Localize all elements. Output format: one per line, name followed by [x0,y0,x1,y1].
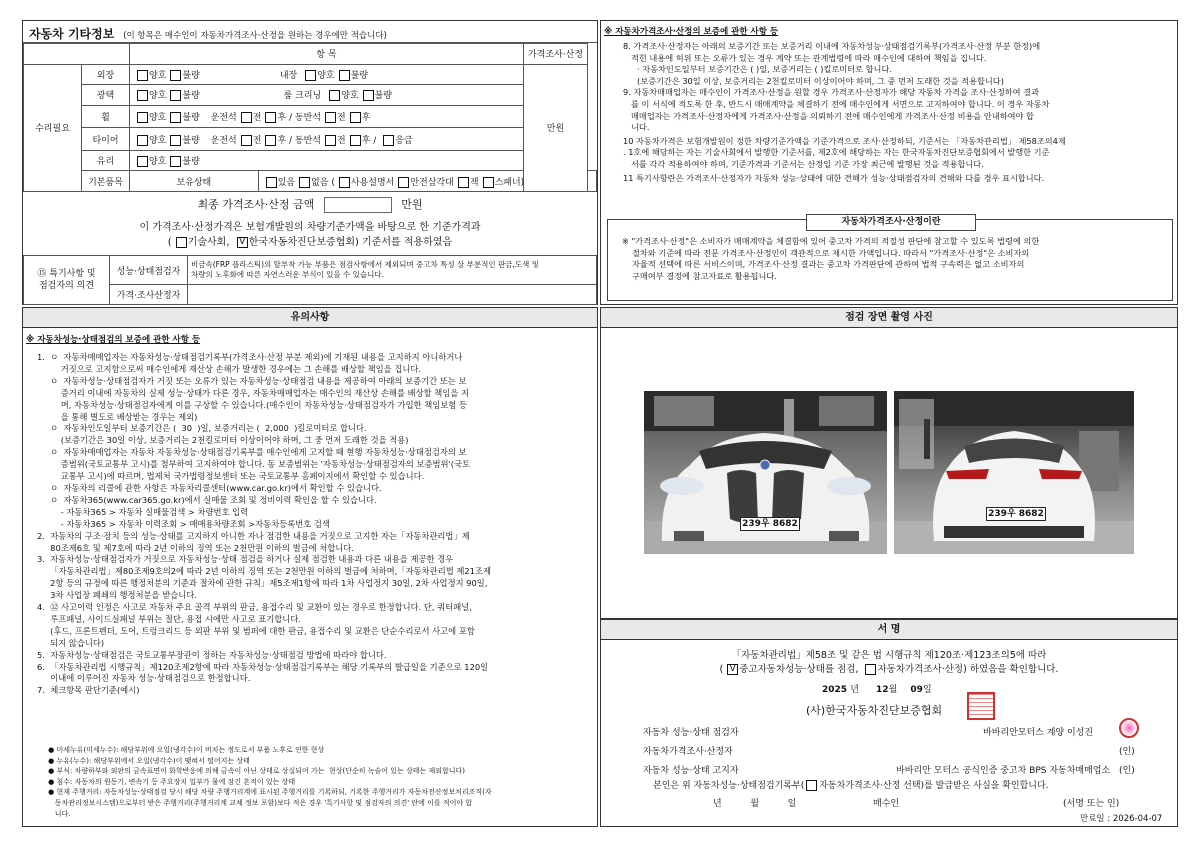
caution-line: 되지 않습니다) [37,637,105,648]
manual-label: 사용설명서 [350,177,395,188]
note-9-line1: 9. 자동차매매업자는 매수인이 가격조사·산정을 원할 경우 가격조사·산정자가 해당 자동차 가격을 조사·산정하여 결과 [623,87,1039,98]
tire-driver-front-checkbox[interactable] [241,135,252,146]
col-item-header: 항 목 [316,50,337,61]
other-info-subtitle: (이 항목은 매수인이 자동차가격조사·산정을 원하는 경우에만 적습니다) [123,31,387,41]
criteria-line: ● 미세누유(미세누수): 해당부위에 오일(냉각수)이 비치는 정도로서 부품 노후로 인한 현상 [37,746,325,754]
note-9-line4: 니다. [631,122,650,133]
inspector-opinion-line1: 비금속(FRP 플라스틱)의 탈부착 가능 부품은 점검사항에서 제외되며 중고차 특성 상 부분적인 판금,도색 및 [191,260,539,270]
ok-label: 양호 [149,112,167,123]
pricer-label: 자동차가격조사·산정자 [643,747,733,757]
other-info-section [22,20,598,305]
caution-line: 80조제6호 및 제7호에 따라 2년 이하의 징역 또는 2천만원 이하의 벌금에 처합니다. [37,542,354,553]
buyer-date: 년 월 일 [713,799,797,809]
caution-line: - 자동차365 > 자동차 이력조회 > 매매용차량조회 >자동차등록번호 검색 [37,518,330,529]
rear-car-svg [894,391,1134,554]
bad-label: 불량 [374,91,393,102]
rear-label: 후 [361,112,371,123]
passenger-label: 동반석 [294,112,322,123]
row-gloss-label: 광택 [96,91,115,102]
criteria-body [37,745,595,819]
note-8-line4: (보증기간은 30일 이상, 보증거리는 2천킬로미터 이상이어야 하며, 그 중 먼저 도래한 것을 적용합니다) [637,75,1004,86]
standard-text: 이 가격조사·산정가격은 보험개발원의 차량기준가액을 바탕으로 한 기준가격과 [139,222,481,233]
front-label: 전 [252,112,262,123]
inspector-seal-icon [1119,718,1139,738]
signature-title: 서 명 [601,620,1177,640]
def-line1: ※ "가격조사·산정"은 소비자가 매매계약을 체결함에 있어 중고차 가격의 적절성 판단에 참고할 수 있도록 법령에 의한 [622,236,1040,246]
caution-heading: ※ 자동차성능·상태점검의 보증에 관한 사항 등 [26,335,201,345]
front-label: 전 [252,135,262,146]
gloss-ok-checkbox[interactable] [137,90,148,101]
sign-year: 2025 [822,685,848,695]
note-9-line3: 매매업자는 가격조사·산정자에게 가격조사·산정을 의뢰하기 전에 매수인에게 가격조사·산정 비용을 안내하여야 합 [631,110,1034,121]
rear-photo [894,391,1134,554]
front-label: 전 [337,135,346,146]
owned-has-checkbox[interactable] [266,177,277,188]
rear-label: 후 [277,135,287,146]
criteria-line: ● 누유(누수): 해당부위에서 오일(냉각수)이 맺혀서 떨어지는 상태 [37,756,250,765]
std-assoc-label: 한국자동차진단보증협회) 기준서를 적용하였음 [248,237,453,248]
note-10-line3: 서를 각각 적용하여야 하며, 기준가격과 기준서는 산정일 기준 가장 최근에 발행된 것을 적용합니다. [631,158,984,169]
caution-line: (보증기간은 30일 이상, 보증거리는 2천킬로미터 이상이어야 하며, 그 중 먼저 도래한 것을 적용) [37,435,409,446]
caution-section [22,307,598,827]
price-definition-box [607,219,1173,301]
final-price-input[interactable] [324,197,392,213]
caution-line: 2항 등의 규정에 따른 행정처분의 기준과 절차에 관한 규칙」제5조제1항에 따라 1차 사업정지 30일, 2차 사업정지 90일, [37,578,488,589]
caution-line: 증범위(국토교통부 고시)를 첨부하여 고지하여야 합니다. 동 보증범위는 '자동차성능·상태점검자의 보증범위'(국토 [37,459,471,470]
front-license-plate: 239우 8682 [740,517,800,531]
caution-line: ㅇ 자동차인도일부터 보증기간은 ( 30 )일, 보증거리는 ( 2,000 )킬로미터로 합니다. [37,423,367,434]
front-label: 전 [337,112,346,123]
caution-line: 증거리 이내에 자동차의 실제 성능·상태가 다른 경우, 자동차매매업자는 매수인의 재산상 손해를 배상할 책임을 지 [37,387,469,398]
sign-organization: (사)한국자동차진단보증협회 [806,704,943,717]
ok-label: 양호 [149,157,167,168]
wheel-pass-rear-checkbox[interactable] [350,112,361,123]
caution-body [37,352,595,697]
sign-performance-label: 중고자동차성능·상태를 점검, [739,664,859,675]
sign-day-unit: 일 [922,685,932,695]
final-price-unit: 만원 [401,198,423,211]
wheel-driver-front-checkbox[interactable] [241,112,252,123]
receipt-text-2: 자동차가격조사·산정 선택)를 발급받은 사실을 확인합니다. [819,781,1049,791]
def-line3: 자율적 선택에 따른 서비스이며, 가격조사·산정 결과는 중고차 가격판단에 관하여 법적 구속력은 없고 소비자의 [632,259,1025,270]
emergency-label: 응급 [395,135,413,146]
caution-line: 거짓으로 고지함으로써 매수인에게 재산상 손해가 발생한 경우에는 그 손해를 배상할 책임을 집니다. [37,363,421,374]
repair-table: 항 목 가격조사·산정 수리필요 외장 양호 불량 내장 양호 불량 만원 광택 양호 불량 룸 크리닝 양호 불량 휠 양호 불량 운전석 전 후 / 동반석 전 후 타이어 양호 불량 운전석 전 후 / 동반석 전 후 / 응급 유리 양호 불량 기본품목 보유상태 있음 없음 ( 사용설명서 안전삼각대 잭 스패너) [23,43,597,192]
spanner-label: 스패너 [494,177,521,188]
rear-label: 후 [361,135,371,146]
exterior-bad-checkbox[interactable] [170,70,181,81]
receipt-line [653,778,1049,791]
ok-label: 양호 [149,135,167,146]
note-8-line3: · 자동차인도일부터 보증기간은 ( )일, 보증거리는 ( )킬로미터로 합니다. [637,64,892,75]
sign-date [822,682,932,695]
driver-label: 운전석 [210,112,237,123]
sign-month-unit: 월 [888,685,898,695]
caution-line: 7. 체크항목 판단기준(예시) [37,685,140,696]
sign-statement-line2: ( V 중고자동차성능·상태를 점검, 자동차가격조사·산정) 하였음을 확인합니다. [719,664,1059,675]
caution-line: ㅇ 자동차365(www.car365.go.kr)에서 실매물 조회 및 정비이력 확인을 할 수 있습니다. [37,494,377,505]
inspector-value: 바바리안모터스 계양 이성진 [983,728,1094,738]
gloss-bad-checkbox[interactable] [170,90,181,101]
receipt-text: 본인은 위 자동차성능·상태점검기록부( [653,781,805,791]
spanner-checkbox[interactable] [483,177,494,188]
buyer-label: 매수인 [873,799,900,809]
notifier-value: 바바리안 모터스 공식인증 중고차 BPS 자동차매매업소 [896,766,1111,776]
standard-line: 이 가격조사·산정가격은 보험개발원의 차량기준가액을 바탕으로 한 기준가격과 ( 기술사회, V 한국자동차진단보증협회) 기준서를 적용하였음 [23,220,597,250]
caution-line: - 자동차365 > 자동차 실매물검색 > 차량번호 입력 [37,506,249,517]
col-price-header: 가격조사·산정 [527,50,583,61]
sign-day: 09 [910,685,923,695]
pricer-opinion-field[interactable] [188,285,597,305]
triangle-label: 안전삼각대 [410,177,454,188]
std-tech-label: 기술사회, [187,237,230,248]
caution-line: 6. 「자동차관리법 시행규칙」제120조제2항에 따라 자동차성능·상태점검기록부는 해당 기록부의 발급일을 기준으로 120일 [37,661,489,672]
ok-label: 양호 [149,70,167,81]
driver-label: 운전석 [210,135,237,146]
expiry-date: 만료일 : 2026-04-07 [1080,814,1163,824]
tire-ok-checkbox[interactable] [137,135,148,146]
tire-pass-rear-checkbox[interactable] [350,135,361,146]
rear-license-plate: 239우 8682 [986,507,1046,521]
def-line4: 구매여부 결정에 참고자료로 활용됩니다. [632,270,777,281]
passenger-label: 동반석 [294,135,322,146]
jack-checkbox[interactable] [458,177,469,188]
has-label: 있음 [277,177,296,188]
note-11-line1: 11 특기사항란은 가격조사·산정자가 자동차 성능·상태에 대한 견해가 성능·상태점검자의 견해와 다를 경우 표시합니다. [623,172,1045,183]
wheel-ok-checkbox[interactable] [137,112,148,123]
receipt-checkbox[interactable] [806,780,817,791]
caution-line: 을 통해 별도로 배상받는 경우는 제외) [37,411,198,422]
triangle-checkbox[interactable] [398,177,409,188]
exterior-ok-checkbox[interactable] [137,70,148,81]
note-9-line2: 를 이 서식에 적도록 한 후, 반드시 매매계약을 체결하기 전에 매수인에게 서면으로 고지하여야 합니다. 이 경우 자동차 [631,98,1050,109]
note-8-line1: 8. 가격조사·산정자는 아래의 보증기간 또는 보증거리 이내에 자동차성능·상태점검기록부(가격조사·산정 부분 한정)에 [623,41,1041,51]
none-label: 없음 [311,177,329,188]
price-guarantee-section [600,20,1178,305]
wheel-pass-front-checkbox[interactable] [325,112,336,123]
sign-performance-checkbox[interactable]: V [727,664,738,675]
glass-ok-checkbox[interactable] [137,156,148,167]
caution-line: 며, 자동차성능·상태점검자에게 이를 구상할 수 있습니다.(매수인이 자동차성능·상태점검자가 가입한 책임보험 등 [37,399,467,410]
room-bad-checkbox[interactable] [363,90,374,101]
photo-title: 점검 장면 촬영 사진 [601,308,1177,328]
wheel-driver-rear-checkbox[interactable] [265,112,276,123]
price-guarantee-title: ※ 자동차가격조사·산정의 보증에 관한 사항 등 [604,27,779,37]
caution-line: 3. 자동차성능·상태점검자가 거짓으로 자동차성능·상태 점검을 하거나 실제 점검한 내용과 다른 내용을 제공한 경우 [37,554,454,565]
sign-month: 12 [876,685,889,695]
row-wheel-label: 휠 [101,112,110,123]
other-info-heading: 자동차 기타정보 [29,27,115,41]
criteria-line: 니다. [37,809,71,818]
caution-line: 3차 사업장 폐쇄의 행정처분을 받습니다. [37,590,197,601]
bad-label: 불량 [182,91,200,102]
row-tire-label: 타이어 [92,135,119,146]
caution-line: 2. 자동차의 구조·장치 등의 성능·상태를 고지하지 아니한 자나 점검한 내용을 거짓으로 고지한 자는「자동차관리법」제 [37,530,470,541]
interior-bad-checkbox[interactable] [339,70,350,81]
row-exterior-label: 외장 [96,70,115,81]
other-info-title [23,21,597,43]
group-repair-label: 수리필요 [35,124,70,135]
note-10-line1: 10 자동차가격은 보험개발원이 정한 차량기준가액을 기준가격으로 조사·산정하되, 기준서는 「자동차관리법」 제58조의4제 [623,135,1066,146]
final-price-label: 최종 가격조사·산정 금액 [197,198,315,211]
sign-price-label: 자동차가격조사·산정) 하였음을 확인합니다. [877,664,1059,675]
row-owned-label: 보유상태 [176,177,212,188]
wheel-bad-checkbox[interactable] [170,112,181,123]
manual-checkbox[interactable] [339,177,350,188]
front-photo [644,391,887,554]
sign-year-unit: 년 [850,685,859,695]
pricer-opinion-label: 가격·조사산정자 [116,291,181,302]
group-basic-label: 기본품목 [88,177,123,188]
caution-line: 루프패널, 사이드실패널 부위는 절단, 용접 시에만 사고로 표기합니다. [37,613,301,624]
row-glass-label: 유리 [96,157,115,168]
caution-line: ㅇ 자동차매매업자는 자동차 자동차성능·상태점검기록부를 매수인에게 고지할 때 현행 자동차성능·상태점검자의 보 [37,447,467,458]
inspector-opinion-line2: 차량의 노후화에 따른 자연스러운 부식이 있을 수 있습니다. [191,270,384,280]
buyer-signature[interactable]: (서명 또는 인) [1063,799,1120,809]
pricer-seal: (인) [1119,747,1135,757]
note-8-line2: 적힌 내용에 허위 또는 오류가 있는 경우 계약 또는 관계법령에 따라 매수인에 대하여 책임을 집니다. [631,52,987,63]
ok-label: 양호 [149,91,167,102]
photo-section [600,307,1178,619]
caution-line: (후드, 프론트펜더, 도어, 트렁크리드 등 외판 부위 및 범퍼에 대한 판금, 용접수리 및 교환은 단순수리로서 사고에 포함 [37,625,475,636]
bad-label: 불량 [182,70,200,81]
owned-none-checkbox[interactable] [299,177,310,188]
price-definition-title: 자동차가격조사·산정이란 [806,214,976,231]
std-tech-checkbox[interactable] [176,237,187,248]
row-interior-label: 내장 [279,70,298,81]
tire-driver-rear-checkbox[interactable] [265,135,276,146]
interior-ok-checkbox[interactable] [305,70,316,81]
bad-label: 불량 [182,112,200,123]
tire-pass-front-checkbox[interactable] [325,135,336,146]
price-unit-won: 만원 [546,124,565,135]
special-label: ⑮ 특기사항 및 [37,269,96,279]
jack-label: 잭 [469,177,479,188]
bad-label: 불량 [182,135,200,146]
caution-line: 「자동차관리법」제80조제9호의2에 따라 2년 이하의 징역 또는 2천만원 이하의 벌금에 처하며,「자동차관리법 제21조제 [37,566,491,577]
row-room-label: 룸 크리닝 [283,91,322,102]
caution-line: 5. 자동차성능·상태점검은 국토교통부장관이 정하는 자동차성능·상태점검 방법에 따라야 합니다. [37,649,387,660]
special-label-2: 점검자의 의견 [38,281,95,291]
sign-price-checkbox[interactable] [865,664,876,675]
room-ok-checkbox[interactable] [329,90,340,101]
inspector-opinion-label: 성능·상태점검자 [116,266,181,277]
signature-section [600,619,1178,827]
caution-line: ㅇ 자동차의 리콜에 관한 사항은 자동차리콜센터(www.car.go.kr)에서 확인할 수 있습니다. [37,482,382,493]
bad-label: 불량 [350,70,369,81]
notifier-label: 자동차 성능·상태 고지자 [643,766,739,776]
org-seal-icon [967,692,995,720]
inspector-label: 자동차 성능·상태 점검자 [643,728,739,738]
tire-bad-checkbox[interactable] [170,135,181,146]
notifier-seal: (인) [1119,766,1135,776]
criteria-line: ● 부식: 차량하부와 외판의 금속표면이 화학반응에 의해 금속이 아닌 상태로 상실되어 가는 현상(단순히 녹슬어 있는 상태는 제외합니다) [37,767,466,776]
def-line2: 절차와 기준에 따라 전문 가격조사·산정인이 객관적으로 제시한 가액입니다. 따라서 "가격조사·산정"은 소비자의 [632,247,1030,258]
caution-line: 이내에 이루어진 자동차 성능·상태점검으로 한정합니다. [37,673,251,684]
sign-statement-line1: 「자동차관리법」제58조 및 같은 법 시행규칙 제120조·제123조의5에 따라 [731,650,1047,661]
ok-label: 양호 [317,70,335,81]
criteria-line: 동차관리정보시스템)으로부터 받은 주행거리(주행거리계 교체 정보 포함)보다 적은 경우 '특기사항 및 점검자의 의견' 란에 이를 적어야 합 [37,798,473,807]
special-notes-table [23,255,597,305]
criteria-line: ● 현재 주행거리: 자동차성능·상태점검 당시 해당 차량 주행거리계에 표시된 주행거리를 기록하되, 기록한 주행거리가 자동차전산정보처리조직(자 [37,788,492,797]
caution-line: 1. ㅇ 자동차매매업자는 자동차성능·상태점검기록부(가격조사·산정 부분 제외)에 기재된 내용을 고지하지 아니하거나 [37,352,463,362]
tire-emergency-checkbox[interactable] [383,135,394,146]
caution-line: ㅇ 자동차성능·상태점검자가 거짓 또는 오류가 있는 자동차성능·상태점검 내용을 제공하여 아래의 보증기간 또는 보 [37,375,467,386]
criteria-line: ● 침수: 자동차의 원동기, 변속기 등 주요장치 일부가 물에 잠긴 흔적이 있는 상태 [37,777,296,786]
caution-title: 유의사항 [23,308,597,328]
ok-label: 양호 [341,91,359,102]
final-price-row [23,196,597,216]
caution-line: 교통부 고시)에 따르며, 법제처 국가법령정보센터 또는 국토교통부 홈페이지에서 확인할 수 있습니다. [37,471,425,482]
caution-line: 4. ⑫ 사고이력 인정은 사고로 자동차 주요 골격 부위의 판금, 용접수리 및 교환이 있는 경우로 한정합니다. 단, 쿼터패널, [37,602,472,613]
bad-label: 불량 [182,157,200,168]
std-assoc-checkbox[interactable]: V [237,237,248,248]
glass-bad-checkbox[interactable] [170,156,181,167]
note-10-line2: . 1호에 해당하는 자는 기술사회에서 발행한 기준서를, 제2호에 해당하는 자는 한국자동차진단보증협회에서 발행한 기준 [623,147,1050,158]
rear-label: 후 [277,112,287,123]
